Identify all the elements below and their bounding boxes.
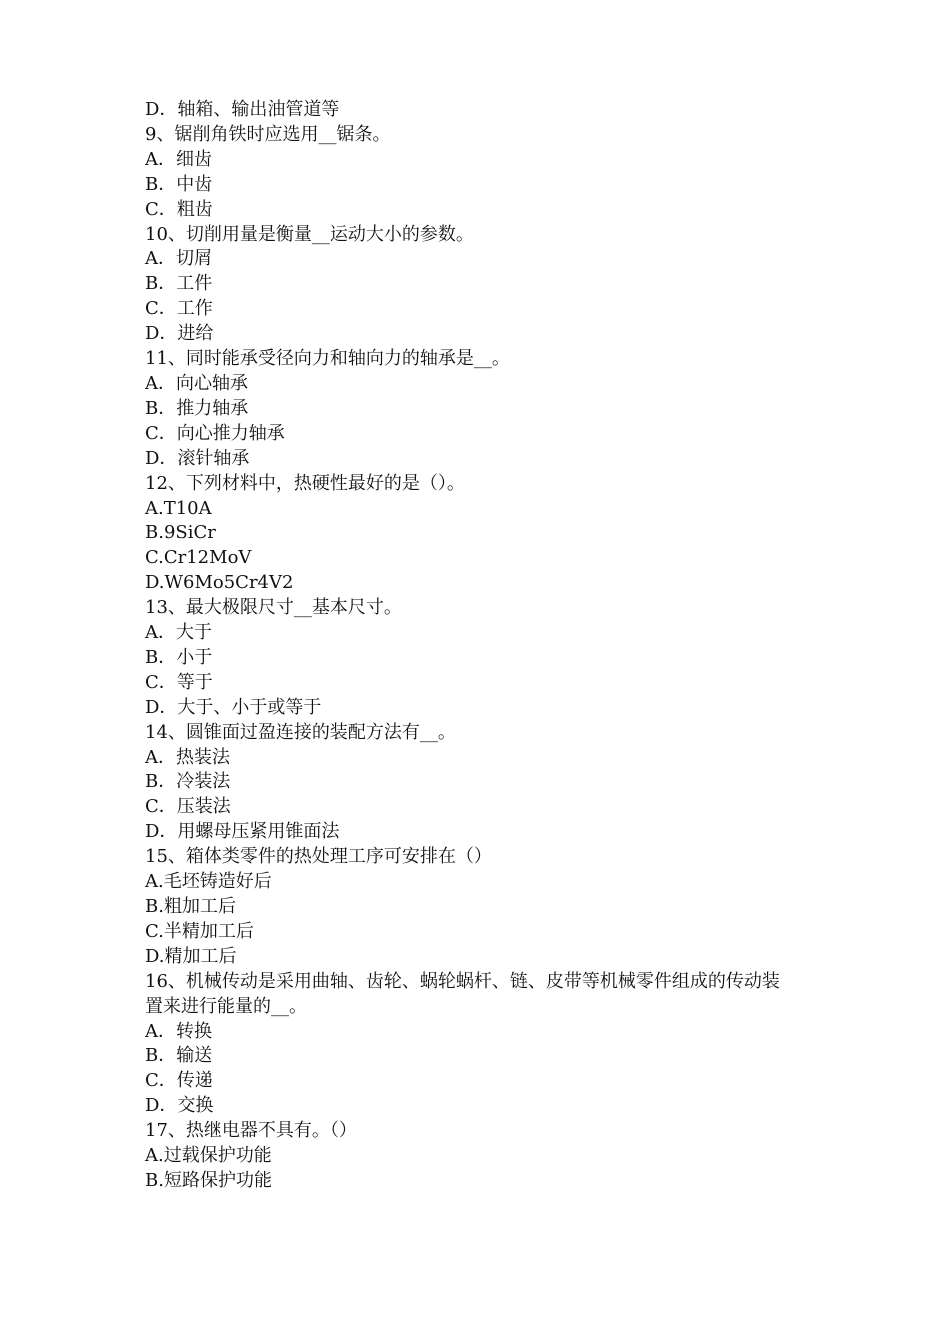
option-d: D．滚针轴承 (145, 447, 250, 469)
option-b: B.粗加工后 (145, 896, 236, 917)
option-c: C.半精加工后 (145, 920, 254, 942)
option-d: D．进给 (145, 323, 214, 345)
option-c: C．工作 (145, 298, 213, 320)
question-9: 9、锯削角铁时应选用__锯条。 (145, 123, 391, 145)
option-a: A．大于 (145, 622, 212, 644)
question-11: 11、同时能承受径向力和轴向力的轴承是__。 (145, 348, 510, 370)
option-c: C．粗齿 (145, 198, 213, 220)
option-c: C．向心推力轴承 (145, 422, 285, 444)
option-b: B．输送 (145, 1045, 213, 1067)
option-c: C.Cr12MoV (145, 547, 252, 569)
option-b: B．推力轴承 (145, 397, 249, 419)
option-a: A．细齿 (145, 148, 212, 170)
question-10: 10、切削用量是衡量__运动大小的参数。 (145, 223, 474, 245)
option-a: A.过载保护功能 (145, 1145, 272, 1167)
option-a: A.毛坯铸造好后 (145, 871, 272, 893)
text-line: D．轴箱、输出油管道等 (145, 99, 340, 120)
question-15: 15、箱体类零件的热处理工序可安排在（） (145, 846, 492, 868)
option-a: A．向心轴承 (145, 372, 248, 394)
option-d: D．用螺母压紧用锥面法 (145, 821, 340, 843)
option-c: C．等于 (145, 671, 213, 693)
document-body (145, 98, 825, 1194)
question-17: 17、热继电器不具有。（） (145, 1120, 357, 1142)
option-b: B.9SiCr (145, 522, 216, 544)
option-a: A．热装法 (145, 746, 230, 768)
option-a: A．切屑 (145, 248, 212, 270)
option-d: D.精加工后 (145, 945, 237, 967)
option-b: B．中齿 (145, 173, 213, 195)
option-d: D．交换 (145, 1095, 214, 1117)
option-a: A．转换 (145, 1020, 212, 1042)
option-d: D.W6Mo5Cr4V2 (145, 572, 294, 594)
option-c: C．传递 (145, 1070, 213, 1092)
option-d: D．大于、小于或等于 (145, 696, 322, 718)
option-c: C．压装法 (145, 796, 231, 818)
option-b: B．工件 (145, 273, 213, 295)
question-16: 16、机械传动是采用曲轴、齿轮、蜗轮蜗杆、链、皮带等机械零件组成的传动装 (145, 970, 780, 992)
question-12: 12、下列材料中，热硬性最好的是（）。 (145, 472, 465, 494)
option-b: B．小于 (145, 646, 213, 668)
option-b: B.短路保护功能 (145, 1169, 272, 1191)
question-16-continued: 置来进行能量的__。 (145, 995, 307, 1017)
option-b: B．冷装法 (145, 771, 231, 793)
option-a: A.T10A (145, 497, 212, 519)
question-14: 14、圆锥面过盈连接的装配方法有__。 (145, 721, 456, 743)
question-13: 13、最大极限尺寸__基本尺寸。 (145, 597, 402, 619)
